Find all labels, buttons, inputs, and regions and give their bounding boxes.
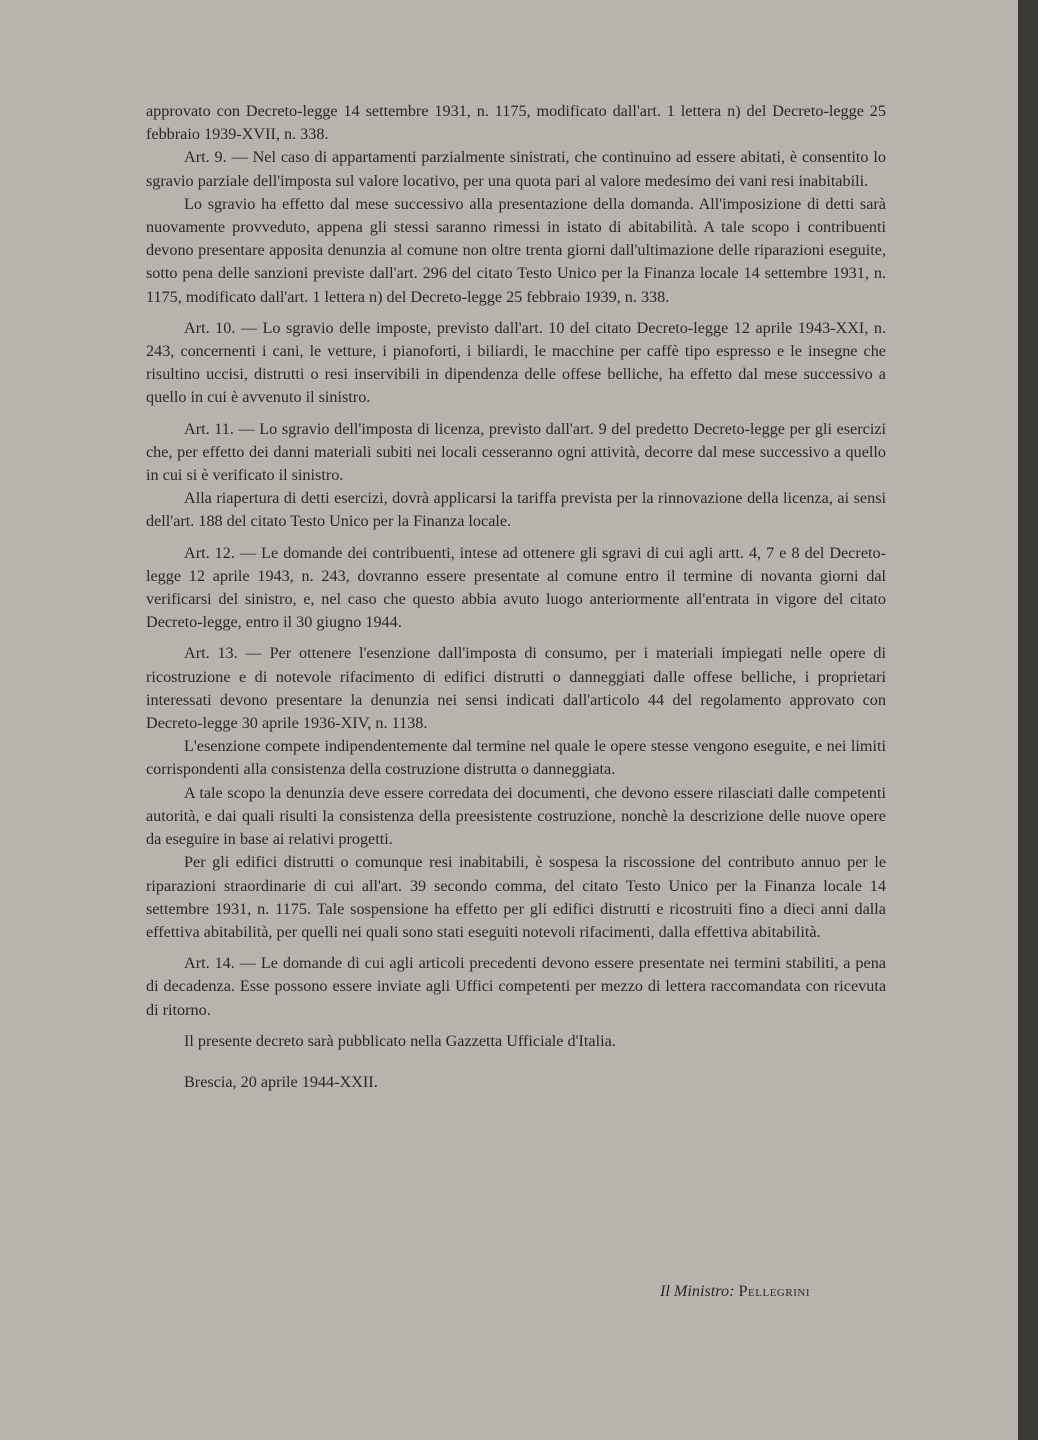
- signature-name: Pellegrini: [738, 1282, 810, 1300]
- signature: [660, 1282, 810, 1301]
- place-date: Brescia, 20 aprile 1944-XXII.: [184, 1072, 378, 1091]
- paragraph-publication: Il presente decreto sarà pubblicato nella Gazzetta Ufficiale d'Italia.: [184, 1031, 616, 1050]
- paragraph-art-10: Art. 10. — Lo sgravio delle imposte, previsto dall'art. 10 del citato Decreto-legge 12 aprile 1943-XXI, n. 243, concernenti i cani, le vetture, i pianoforti, i biliardi, le macchine per caffè tipo espresso e le insegne che risultino uccisi, distrutti o resi inservibili in dipendenza delle offese belliche, ha effetto dal mese successivo a quello in cui è avvenuto il sinistro.: [146, 318, 886, 407]
- scan-edge: [1018, 0, 1038, 1440]
- document-body: [146, 100, 886, 1094]
- paragraph-art-14: Art. 14. — Le domande di cui agli articoli precedenti devono essere presentate nei termini stabiliti, a pena di decadenza. Esse possono essere inviate agli Uffici competenti per mezzo di lettera raccomandata con ricevuta di ritorno.: [146, 954, 886, 1019]
- paragraph-continuation: approvato con Decreto-legge 14 settembre 1931, n. 1175, modificato dall'art. 1 lettera n) del Decreto-legge 25 febbraio 1939-XVII, n. 338.: [146, 102, 886, 144]
- paragraph-art-13-denunzia: A tale scopo la denunzia deve essere corredata dei documenti, che devono essere rilasciati dalle competenti autorità, e dai quali risulti la consistenza della preesistente costruzione, nonchè la descrizione delle nuove opere da eseguire in base ai relativi progetti.: [146, 783, 886, 849]
- paragraph-art-9: Art. 9. — Nel caso di appartamenti parzialmente sinistrati, che continuino ad essere abitati, è consentito lo sgravio parziale dell'imposta sul valore locativo, per una quota pari al valore medesimo dei vani resi inabitabili.: [146, 148, 886, 190]
- signature-label: Il Ministro:: [660, 1282, 735, 1300]
- paragraph-art-11: Art. 11. — Lo sgravio dell'imposta di licenza, previsto dall'art. 9 del predetto Decreto-legge per gli esercizi che, per effetto dei danni materiali subiti nei locali cesseranno ogni attività, decorre dal mese successivo a quello in cui si è verificato il sinistro.: [146, 419, 886, 485]
- paragraph-art-13-esenzione: L'esenzione compete indipendentemente dal termine nel quale le opere stesse vengono eseguite, e nei limiti corrispondenti alla consistenza della costruzione distrutta o danneggiata.: [146, 737, 886, 779]
- paragraph-art-13-edifici: Per gli edifici distrutti o comunque resi inabitabili, è sospesa la riscossione del contributo annuo per le riparazioni straordinarie di cui all'art. 39 secondo comma, del citato Testo Unico per la Finanza locale 14 settembre 1931, n. 1175. Tale sospensione ha effetto per gli edifici distrutti e ricostruiti fino a dieci anni dalla effettiva abitabilità, per quelli nei quali sono stati eseguiti notevoli rifacimenti, dalla effettiva abitabilità.: [146, 853, 886, 941]
- paragraph-art-11-riapertura: Alla riapertura di detti esercizi, dovrà applicarsi la tariffa prevista per la rinnovazione della licenza, ai sensi dell'art. 188 del citato Testo Unico per la Finanza locale.: [146, 489, 886, 531]
- paragraph-art-12: Art. 12. — Le domande dei contribuenti, intese ad ottenere gli sgravi di cui agli artt. 4, 7 e 8 del Decreto-legge 12 aprile 1943, n. 243, dovranno essere presentate al comune entro il termine di novanta giorni dal verificarsi del sinistro, e, nel caso che questo abbia avuto luogo anteriormente all'entrata in vigore del citato Decreto-legge, entro il 30 giugno 1944.: [146, 543, 886, 632]
- paragraph-art-13: Art. 13. — Per ottenere l'esenzione dall'imposta di consumo, per i materiali impiegati nelle opere di ricostruzione e di notevole rifacimento di edifici distrutti o danneggiati dalle offese belliche, i proprietari interessati devono presentare la denunzia nei sensi indicati dall'articolo 44 del regolamento approvato con Decreto-legge 30 aprile 1936-XIV, n. 1138.: [146, 644, 886, 733]
- paragraph-art-9-sgravio: Lo sgravio ha effetto dal mese successivo alla presentazione della domanda. All'imposizione di detti sarà nuovamente provveduto, appena gli stessi saranno rimessi in istato di abitabilità. A tale scopo i contribuenti devono presentare apposita denunzia al comune non oltre trenta giorni dall'ultimazione delle riparazioni eseguite, sotto pena delle sanzioni previste dall'art. 296 del citato Testo Unico per la Finanza locale 14 settembre 1931, n. 1175, modificato dall'art. 1 lettera n) del Decreto-legge 25 febbraio 1939, n. 338.: [146, 194, 886, 306]
